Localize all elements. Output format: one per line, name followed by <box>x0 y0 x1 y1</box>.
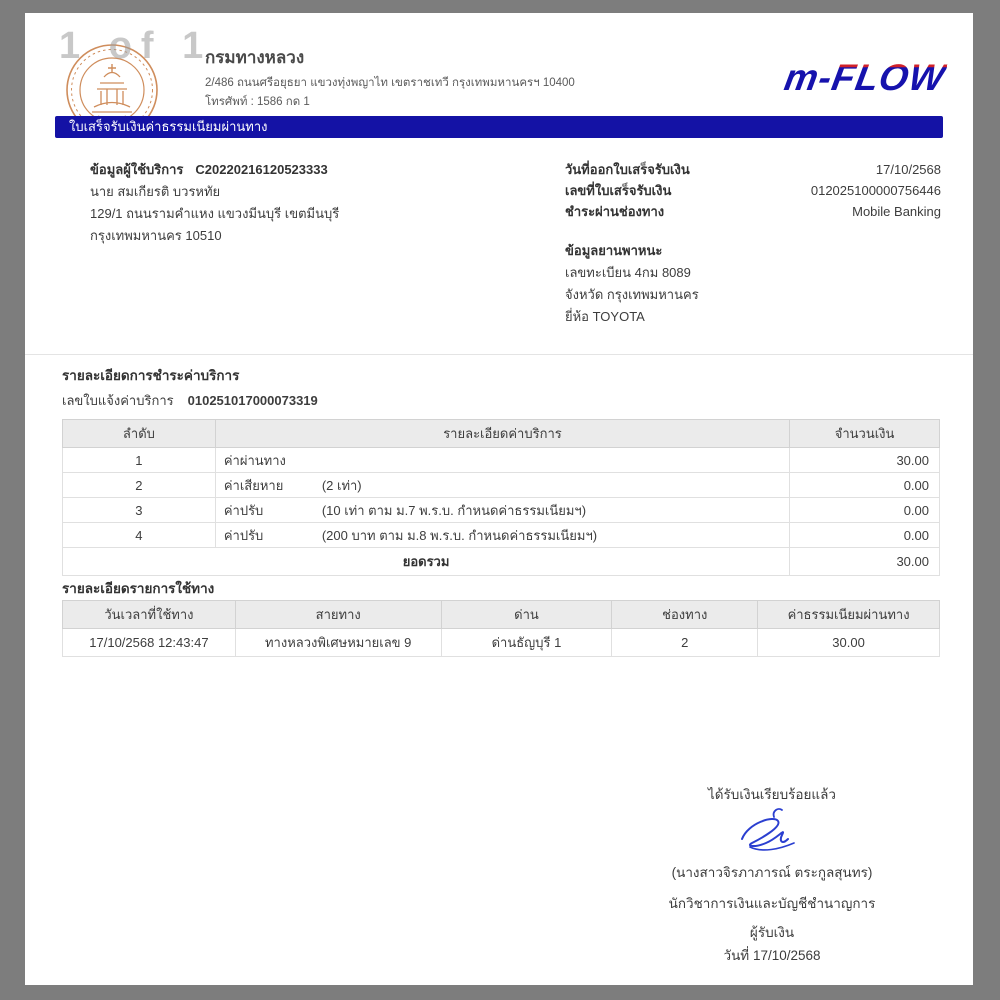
receipt-page <box>25 13 973 985</box>
col-header-fee: ค่าธรรมเนียมผ่านทาง <box>758 601 940 629</box>
invoice-line <box>62 390 318 411</box>
col-header-amount: จำนวนเงิน <box>790 420 940 448</box>
row-amount: 0.00 <box>790 498 940 523</box>
usage-lane: 2 <box>612 629 758 657</box>
customer-id: C20220216120523333 <box>195 162 328 177</box>
col-header-no: ลำดับ <box>63 420 216 448</box>
customer-info-heading <box>90 159 339 181</box>
table-row <box>63 473 940 498</box>
customer-address-line1: 129/1 ถนนรามคำแหง แขวงมีนบุรี เขตมีนบุรี <box>90 206 340 221</box>
table-row <box>63 629 940 657</box>
receipt-date-value: 17/10/2568 <box>875 162 941 177</box>
receipt-title-banner: ใบเสร็จรับเงินค่าธรรมเนียมผ่านทาง <box>55 116 943 138</box>
usage-table-header-row <box>63 601 940 629</box>
row-amount: 0.00 <box>790 523 940 548</box>
total-label: ยอดรวม <box>63 548 790 576</box>
row-amount: 30.00 <box>790 448 940 473</box>
row-description <box>215 523 789 548</box>
usage-table <box>62 600 940 657</box>
service-name: ค่าปรับ <box>223 527 264 543</box>
col-header-plaza: ด่าน <box>441 601 612 629</box>
mflow-logo-text: m-FLOW <box>781 57 949 98</box>
invoice-label: เลขใบแจ้งค่าบริการ <box>62 393 174 408</box>
receipt-info-row <box>565 201 941 222</box>
receipt-number-value: 012025100000756446 <box>810 183 941 198</box>
service-detail: (10 เท่า ตาม ม.7 พ.ร.บ. กำหนดค่าธรรมเนียมฯ) <box>321 502 587 518</box>
total-row <box>63 548 940 576</box>
signer-role: ผู้รับเงิน <box>749 925 795 940</box>
col-header-datetime: วันเวลาที่ใช้ทาง <box>63 601 236 629</box>
row-no: 1 <box>63 448 216 473</box>
receipt-info-row <box>565 180 941 201</box>
service-name: ค่าปรับ <box>223 502 264 518</box>
table-row <box>63 448 940 473</box>
col-header-route: สายทาง <box>235 601 441 629</box>
row-no: 2 <box>63 473 216 498</box>
invoice-number: 010251017000073319 <box>187 393 318 408</box>
customer-info <box>90 159 339 247</box>
signer-name: (นางสาวจิรภาภารณ์ ตระกูลสุนทร) <box>671 865 873 880</box>
receipt-number-label: เลขที่ใบเสร็จรับเงิน <box>565 183 672 198</box>
agency-name: กรมทางหลวง <box>205 48 305 67</box>
total-amount: 30.00 <box>790 548 940 576</box>
payment-received-text: ได้รับเงินเรียบร้อยแล้ว <box>708 787 836 802</box>
signature-icon <box>722 805 822 857</box>
receipt-info-row <box>565 159 941 180</box>
service-detail: (200 บาท ตาม ม.8 พ.ร.บ. กำหนดค่าธรรมเนียมฯ) <box>321 527 598 543</box>
signer-title: นักวิชาการเงินและบัญชีชำนาญการ <box>668 896 876 911</box>
agency-header <box>205 44 575 109</box>
vehicle-plate: เลขทะเบียน 4กม 8089 <box>565 265 691 280</box>
vehicle-info <box>565 240 699 328</box>
payment-channel-label: ชำระผ่านช่องทาง <box>565 204 665 219</box>
customer-address-line2: กรุงเทพมหานคร 10510 <box>90 228 222 243</box>
payment-table-header-row <box>63 420 940 448</box>
customer-name: นาย สมเกียรติ บวรหทัย <box>90 184 221 199</box>
payment-channel-value: Mobile Banking <box>852 204 941 219</box>
row-no: 4 <box>63 523 216 548</box>
row-amount: 0.00 <box>790 473 940 498</box>
col-header-lane: ช่องทาง <box>612 601 758 629</box>
payment-table <box>62 419 940 576</box>
service-name: ค่าเสียหาย <box>223 477 284 493</box>
customer-label: ข้อมูลผู้ใช้บริการ <box>90 162 184 177</box>
vehicle-brand: ยี่ห้อ TOYOTA <box>565 309 645 324</box>
receipt-date-label: วันที่ออกใบเสร็จรับเงิน <box>565 162 690 177</box>
row-description <box>215 498 789 523</box>
vehicle-info-heading: ข้อมูลยานพาหนะ <box>565 243 663 258</box>
usage-route: ทางหลวงพิเศษหมายเลข 9 <box>235 629 441 657</box>
usage-section-title: รายละเอียดรายการใช้ทาง <box>62 581 215 596</box>
section-divider <box>25 354 973 355</box>
page-watermark: 1 of 1 <box>59 25 213 67</box>
service-name: ค่าผ่านทาง <box>223 452 286 468</box>
row-no: 3 <box>63 498 216 523</box>
agency-phone: โทรศัพท์ : 1586 กด 1 <box>205 96 310 108</box>
usage-fee: 30.00 <box>758 629 940 657</box>
usage-datetime: 17/10/2568 12:43:47 <box>63 629 236 657</box>
mflow-logo <box>781 55 949 101</box>
service-detail: (2 เท่า) <box>321 477 362 493</box>
row-description <box>215 448 789 473</box>
signature-date: วันที่ 17/10/2568 <box>723 948 821 963</box>
table-row <box>63 498 940 523</box>
vehicle-province: จังหวัด กรุงเทพมหานคร <box>565 287 699 302</box>
payment-section-title: รายละเอียดการชำระค่าบริการ <box>62 368 240 383</box>
receipt-info <box>565 159 941 222</box>
usage-plaza: ด่านธัญบุรี 1 <box>441 629 612 657</box>
col-header-description: รายละเอียดค่าบริการ <box>215 420 789 448</box>
row-description <box>215 473 789 498</box>
table-row <box>63 523 940 548</box>
agency-address: 2/486 ถนนศรีอยุธยา แขวงทุ่งพญาไท เขตราชเทวี กรุงเทพมหานครฯ 10400 <box>205 77 575 89</box>
